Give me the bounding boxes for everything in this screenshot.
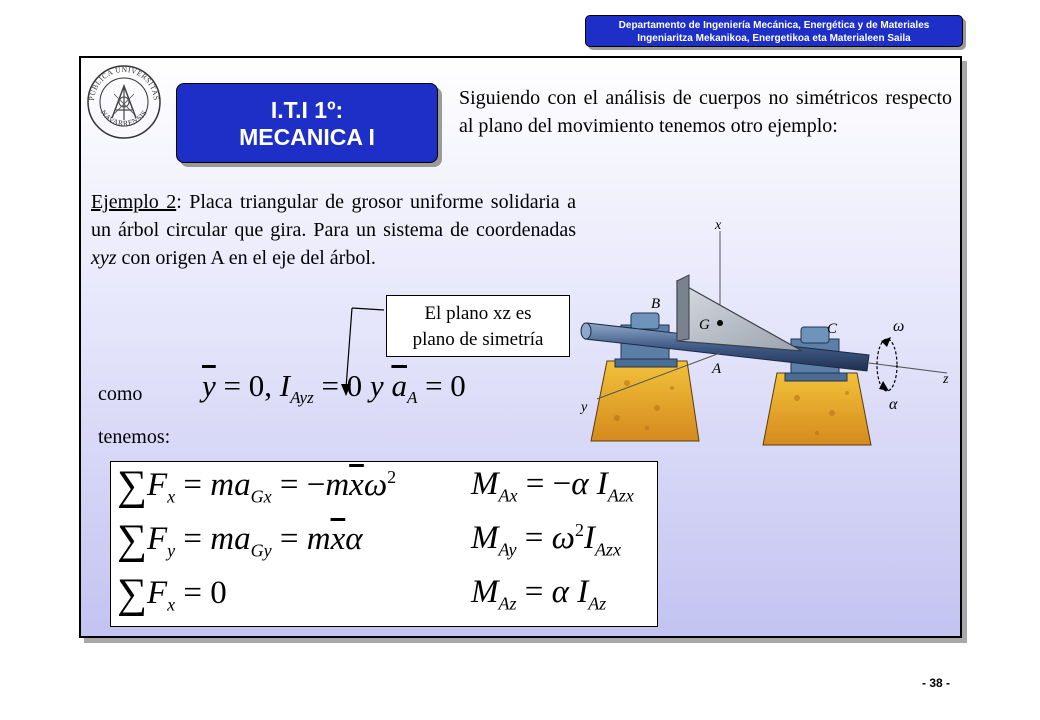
department-name-eu: Ingeniaritza Mekanikoa, Energetikoa eta Materialeen Saila xyxy=(637,33,911,44)
page-number: - 38 - xyxy=(922,676,951,690)
intro-paragraph: Siguiendo con el análisis de cuerpos no simétricos respecto al plano del movimiento tenemos otro ejemplo: xyxy=(459,87,952,137)
figure-label-y: y xyxy=(581,400,588,415)
triangular-plate-shaft-figure xyxy=(577,213,962,453)
course-title-line2: MECANICA I xyxy=(239,124,375,150)
course-title-line1: I.T.I 1º: xyxy=(270,97,344,123)
equation-sum-fx-1: $\sum F_x = ma_{Gx} = -m\overline{x}\omega^2$ xyxy=(117,463,397,509)
course-title-badge xyxy=(176,83,438,163)
symmetry-plane-callout xyxy=(386,295,570,357)
callout-line2: plano de simetría xyxy=(412,329,544,350)
figure-label-alpha: α xyxy=(889,396,898,413)
callout-line1: El plano xz es xyxy=(424,303,532,324)
university-seal-logo xyxy=(86,64,162,140)
label-tenemos: tenemos: xyxy=(98,426,171,448)
department-name-es: Departamento de Ingeniería Mecánica, Energética y de Materiales xyxy=(618,20,930,31)
example-text-part1: : Placa triangular de grosor uniforme solidaria a un árbol circular que gira. Para un sistema de coordenadas xyxy=(91,191,576,241)
svg-text:NAVARRENSIS: NAVARRENSIS xyxy=(98,108,150,128)
figure-label-b: B xyxy=(651,296,661,312)
figure-label-g: G xyxy=(699,317,710,333)
symmetry-conditions-equation: $\overline{y} = 0$, $I_{Ayz} = 0$ y $\overline{a}_A = 0$ xyxy=(202,368,466,408)
figure-label-c: C xyxy=(827,321,838,337)
figure-label-omega: ω xyxy=(893,318,905,335)
equation-m-ax: $M_{Ax} = -\alpha$ $I_{Azx}$ xyxy=(471,466,634,506)
example-label: Ejemplo 2 xyxy=(91,191,177,213)
figure-label-a: A xyxy=(712,361,722,377)
equations-box xyxy=(110,461,658,627)
equation-sum-fx-2: $\sum F_x = 0$ xyxy=(117,571,227,617)
equation-sum-fy: $\sum F_y = ma_{Gy} = m\overline{x}\alpha$ xyxy=(117,517,363,563)
equation-m-az: $M_{Az} = \alpha$ $I_{Az}$ xyxy=(471,574,607,614)
example-paragraph xyxy=(91,188,576,272)
svg-text:PUBLICA UNIVERSITAS: PUBLICA UNIVERSITAS xyxy=(86,64,162,102)
label-como: como xyxy=(98,383,143,405)
department-banner xyxy=(585,15,963,47)
equation-m-ay: $M_{Ay} = \omega^2I_{Azx}$ xyxy=(471,520,621,560)
example-coords: xyz xyxy=(91,247,117,269)
figure-label-z: z xyxy=(943,372,949,387)
figure-label-x: x xyxy=(715,218,722,233)
example-text-part2: con origen A en el eje del árbol. xyxy=(116,247,376,269)
